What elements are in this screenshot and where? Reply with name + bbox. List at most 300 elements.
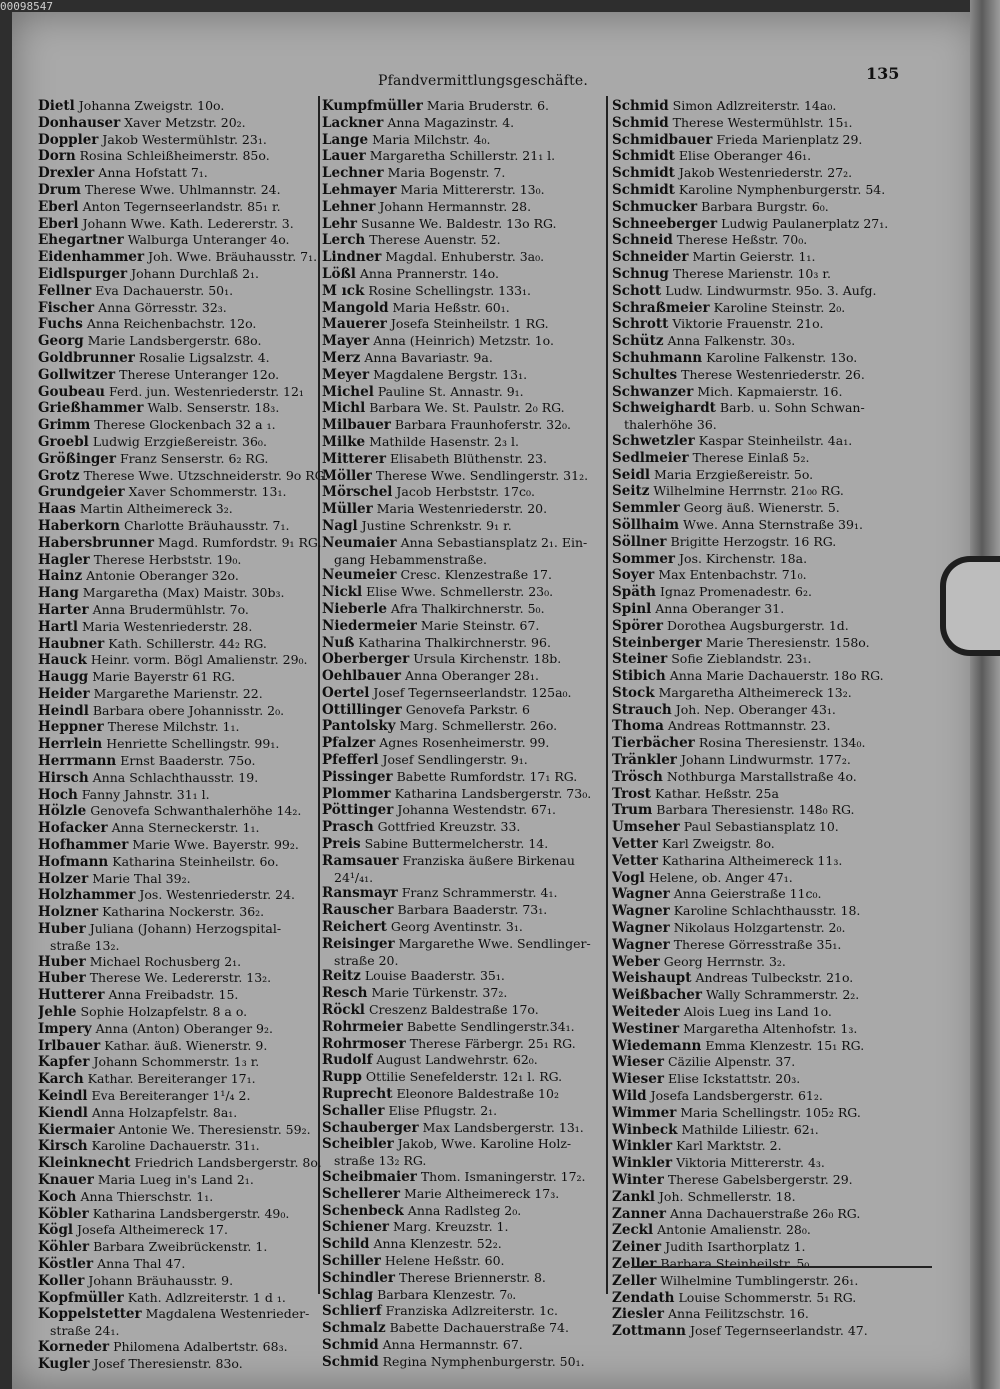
directory-entry (38, 803, 328, 820)
directory-entry (612, 786, 942, 803)
entry-surname: Neumeier (322, 567, 397, 584)
entry-details: Jacob Herbststr. 17c₀. (396, 484, 535, 500)
directory-column-3 (612, 98, 942, 1340)
entry-surname: Reitz (322, 968, 361, 985)
directory-entry (612, 1189, 942, 1206)
entry-surname: Weiteder (612, 1004, 680, 1021)
entry-details: Maria Bruderstr. 6. (426, 98, 549, 113)
entry-details: Kaspar Steinheilstr. 4a₁. (698, 432, 853, 448)
entry-surname: Dorn (38, 148, 76, 165)
directory-entry (322, 1320, 610, 1337)
entry-details: Barbara Baaderstr. 73₁. (397, 902, 548, 918)
entry-surname: Vetter (612, 852, 658, 869)
directory-entry (38, 165, 328, 182)
entry-surname: Mayer (322, 333, 370, 350)
entry-details: Louise Baaderstr. 35₁. (364, 968, 505, 984)
entry-details: Afra Thalkirchnerstr. 5₀. (390, 600, 545, 616)
entry-details: Barb. u. Sohn Schwan- (719, 400, 865, 416)
entry-surname: Keindl (38, 1088, 88, 1105)
entry-details: Genovefa Parkstr. 6 (405, 701, 530, 717)
entry-surname: Schellerer (322, 1185, 401, 1202)
directory-entry (612, 651, 942, 668)
directory-entry (322, 735, 610, 752)
entry-details: Karoline Steinstr. 2₀. (713, 299, 846, 315)
entry-details: Barbara Fraunhoferstr. 32₀. (394, 417, 572, 433)
entry-details: Mich. Kapmaierstr. 16. (697, 383, 843, 399)
entry-surname: Köhler (38, 1239, 90, 1256)
directory-entry (38, 1054, 328, 1071)
directory-entry (322, 518, 610, 535)
entry-details: Simon Adlzreiterstr. 14a₀. (672, 98, 837, 113)
entry-details: Mathilde Liliestr. 62₁. (681, 1121, 819, 1137)
entry-surname: Wagner (612, 936, 670, 953)
directory-entry (322, 919, 610, 936)
directory-entry (612, 1138, 942, 1155)
entry-details: Anna Reichenbachstr. 12o. (86, 316, 257, 332)
entry-surname: Fellner (38, 282, 92, 299)
entry-details: Sabine Buttermelcherstr. 14. (364, 836, 549, 852)
entry-details: Frieda Marienplatz 29. (716, 131, 863, 147)
entry-surname: Hagler (38, 551, 90, 568)
entry-surname: Müller (322, 501, 373, 518)
entry-surname: Merz (322, 349, 361, 366)
entry-details: Brigitte Herzogstr. 16 RG. (670, 533, 837, 549)
entry-surname: Schmid (612, 114, 669, 131)
entry-details: Franziska äußere Birkenau (402, 852, 575, 868)
entry-surname: Holzner (38, 904, 99, 921)
entry-details: Andreas Rottmannstr. 23. (667, 718, 831, 734)
book-edge (970, 0, 1000, 1389)
entry-details: Josefa Altheimereck 17. (77, 1222, 228, 1238)
entry-surname: Schmid (322, 1336, 379, 1353)
entry-surname: Sedlmeier (612, 449, 689, 466)
entry-surname: Steinberger (612, 634, 702, 651)
entry-surname: Thoma (612, 718, 664, 735)
entry-details: Anna Geierstraße 11c₀. (673, 886, 822, 902)
directory-entry (322, 1136, 610, 1153)
entry-surname: Haugg (38, 669, 89, 686)
directory-entry (38, 148, 328, 165)
directory-entry (612, 1155, 942, 1172)
directory-entry (322, 1270, 610, 1287)
entry-surname: Lackner (322, 114, 384, 131)
entry-surname: Kögl (38, 1222, 74, 1239)
entry-surname: Holzhammer (38, 887, 136, 904)
directory-entry (322, 434, 610, 451)
entry-surname: Michl (322, 400, 366, 417)
directory-entry (322, 668, 610, 685)
entry-surname: Pissinger (322, 768, 393, 785)
entry-details: Jakob Westenriederstr. 27₂. (678, 165, 853, 181)
entry-details: Anton Tegernseerlandstr. 85₁ r. (82, 198, 281, 214)
entry-surname: Späth (612, 584, 656, 601)
entry-surname: Hofhammer (38, 837, 129, 854)
entry-surname: Jehle (38, 1004, 77, 1021)
entry-surname: Rauscher (322, 902, 394, 919)
entry-surname: Ramsauer (322, 852, 399, 869)
entry-surname: Lehner (322, 198, 376, 215)
entry-surname: Schmidt (612, 148, 675, 165)
entry-details: Therese Auenstr. 52. (369, 232, 501, 248)
entry-surname: Irlbauer (38, 1037, 101, 1054)
entry-details: Margarethe Wwe. Sendlinger- (398, 935, 591, 951)
entry-surname: Hutterer (38, 987, 105, 1004)
directory-entry (38, 954, 328, 971)
entry-surname: Grimm (38, 417, 91, 434)
directory-entry (612, 1105, 942, 1122)
entry-details: Maria Milchstr. 4₀. (372, 131, 491, 147)
directory-entry (38, 904, 328, 921)
directory-entry (322, 451, 610, 468)
directory-entry (38, 249, 328, 266)
directory-entry (612, 132, 942, 149)
directory-entry (38, 837, 328, 854)
entry-details: Josefa Landsbergerstr. 61₂. (650, 1088, 823, 1104)
entry-surname: Wieser (612, 1054, 664, 1071)
entry-surname: Hainz (38, 568, 83, 585)
entry-surname: Prasch (322, 819, 374, 836)
directory-entry (38, 1206, 328, 1223)
entry-details: Anna Bavariastr. 9a. (364, 349, 493, 365)
entry-surname: Pfalzer (322, 735, 376, 752)
entry-surname: Stibich (612, 668, 666, 685)
directory-entry (322, 535, 610, 552)
directory-entry (38, 820, 328, 837)
directory-entry (322, 350, 610, 367)
entry-surname: Schnug (612, 265, 669, 282)
entry-details: Maria Heßstr. 60₁. (392, 299, 510, 315)
entry-details: 24¹/₄₁. (334, 869, 374, 885)
directory-entry (322, 400, 610, 417)
entry-details: Katharina Thalkirchnerstr. 96. (358, 634, 551, 650)
entry-details: Kathar. Bereiteranger 17₁. (87, 1071, 256, 1087)
entry-details: straße 13₂. (50, 937, 120, 953)
entry-details: Barbara Burgstr. 6₀. (701, 198, 829, 214)
entry-details: Maria Lueg in's Land 2₁. (97, 1172, 254, 1187)
entry-details: Cresc. Klenzestraße 17. (400, 567, 552, 583)
entry-surname: Trost (612, 785, 652, 802)
entry-details: Magdalena Westenrieder- (145, 1306, 310, 1322)
directory-entry (322, 1219, 610, 1236)
entry-surname: Goubeau (38, 383, 105, 400)
directory-entry (322, 484, 610, 501)
entry-details: Helene, ob. Anger 47₁. (648, 869, 793, 885)
entry-surname: Zeller (612, 1255, 657, 1272)
directory-entry (38, 484, 328, 501)
directory-entry (38, 887, 328, 904)
entry-surname: Vetter (612, 836, 658, 853)
directory-entry-continuation (322, 1153, 610, 1169)
entry-details: Karl Marktstr. 2. (676, 1138, 782, 1154)
entry-surname: Fischer (38, 299, 95, 316)
entry-surname: Schneid (612, 232, 673, 249)
directory-entry (612, 618, 942, 635)
entry-details: Marie Altheimereck 17₃. (404, 1185, 560, 1201)
entry-details: Wilhelmine Herrnstr. 21₀₀ RG. (653, 483, 844, 499)
entry-surname: Ziesler (612, 1306, 665, 1323)
entry-surname: Ruprecht (322, 1086, 393, 1103)
entry-surname: Zanner (612, 1205, 666, 1222)
entry-details: Viktorie Frauenstr. 21o. (672, 316, 824, 332)
entry-details: Therese Heßstr. 70₀. (676, 232, 808, 248)
entry-details: Josef Theresienstr. 83o. (93, 1355, 243, 1371)
directory-entry (38, 1155, 328, 1172)
directory-entry (612, 802, 942, 819)
directory-entry (322, 266, 610, 283)
entry-surname: Ehegartner (38, 232, 124, 249)
entry-details: Anna Freibadstr. 15. (108, 987, 239, 1003)
entry-details: Therese Westenriederstr. 26. (681, 366, 865, 382)
entry-details: Kath. Adlzreiterstr. 1 d ₁. (127, 1289, 286, 1305)
directory-entry (322, 216, 610, 233)
entry-details: Katharina Nockerstr. 36₂. (102, 904, 265, 920)
directory-entry (322, 1186, 610, 1203)
directory-entry (38, 367, 328, 384)
entry-surname: Herrmann (38, 753, 117, 770)
entry-details: Philomena Adalbertstr. 68₃. (113, 1338, 288, 1354)
entry-surname: Gollwitzer (38, 366, 116, 383)
entry-details: Anna (Heinrich) Metzstr. 1o. (373, 333, 554, 349)
directory-entry (612, 283, 942, 300)
entry-details: Karoline Schlachthausstr. 18. (673, 903, 861, 919)
entry-details: Wally Schrammerstr. 2₂. (705, 987, 860, 1003)
directory-entry (322, 968, 610, 985)
entry-details: Maria Schellingstr. 105₂ RG. (680, 1104, 861, 1120)
entry-details: Max Entenbachstr. 71₀. (658, 567, 807, 583)
entry-details: Rosina Schleißheimerstr. 85o. (79, 148, 270, 164)
entry-details: Marie Türkenstr. 37₂. (371, 985, 508, 1001)
directory-entry (322, 1203, 610, 1220)
entry-surname: Ottillinger (322, 701, 402, 718)
directory-entry (38, 686, 328, 703)
entry-details: Katharina Steinheilstr. 6o. (112, 853, 279, 869)
entry-surname: Schindler (322, 1269, 395, 1286)
entry-details: Josefa Steinheilstr. 1 RG. (390, 316, 549, 332)
entry-details: Karl Zweigstr. 8o. (662, 836, 775, 852)
directory-entry (612, 954, 942, 971)
entry-details: Joh. Nep. Oberanger 43₁. (675, 701, 836, 717)
entry-details: Alois Lueg ins Land 1o. (683, 1004, 832, 1020)
directory-entry (612, 920, 942, 937)
entry-surname: Koch (38, 1188, 77, 1205)
entry-details: Karoline Falkenstr. 13o. (706, 349, 858, 365)
entry-details: Rosalie Ligsalzstr. 4. (138, 349, 270, 365)
entry-surname: Dietl (38, 98, 75, 114)
directory-entry (38, 434, 328, 451)
directory-entry (612, 1323, 942, 1340)
entry-details: Barbara obere Johannisstr. 2₀. (92, 702, 285, 718)
entry-details: gang Hebammenstraße. (334, 551, 487, 567)
entry-details: Henriette Schellingstr. 99₁. (106, 736, 280, 752)
entry-details: Maria Westenriederstr. 20. (376, 501, 548, 517)
entry-surname: Nieberle (322, 600, 387, 617)
directory-entry (322, 148, 610, 165)
directory-entry (612, 970, 942, 987)
directory-entry (322, 249, 610, 266)
entry-surname: Schrott (612, 316, 669, 333)
entry-surname: Hölzle (38, 803, 87, 820)
entry-details: Cäzilie Alpenstr. 37. (667, 1054, 796, 1070)
entry-details: Jos. Kirchenstr. 18a. (679, 550, 808, 566)
directory-entry (322, 1052, 610, 1069)
entry-details: Xaver Schommerstr. 13₁. (128, 484, 287, 500)
entry-surname: Zendath (612, 1289, 675, 1306)
directory-entry (38, 652, 328, 669)
directory-entry (38, 871, 328, 888)
entry-surname: Schuhmann (612, 349, 703, 366)
directory-entry-continuation (322, 870, 610, 886)
directory-entry (38, 535, 328, 552)
entry-surname: Umseher (612, 819, 680, 836)
entry-surname: Seitz (612, 483, 650, 500)
entry-details: Ignaz Promenadestr. 6₂. (660, 584, 812, 600)
entry-surname: Milbauer (322, 417, 391, 434)
directory-entry (612, 350, 942, 367)
entry-details: Anna Magazinstr. 4. (387, 114, 515, 130)
directory-entry (38, 216, 328, 233)
entry-surname: Möller (322, 467, 372, 484)
entry-details: Therese Görresstraße 35₁. (673, 936, 842, 952)
entry-surname: Wiedemann (612, 1037, 702, 1054)
entry-details: Barbara Zweibrückenstr. 1. (93, 1239, 268, 1255)
directory-entry (322, 367, 610, 384)
entry-details: Marg. Schmellerstr. 26o. (399, 718, 558, 734)
entry-details: Anna Klenzestr. 52₂. (373, 1236, 502, 1252)
entry-surname: Lerch (322, 232, 366, 249)
directory-entry (38, 854, 328, 871)
directory-column-1 (38, 98, 328, 1373)
directory-entry (322, 618, 610, 635)
entry-surname: Scheibmaier (322, 1169, 417, 1185)
directory-entry (38, 921, 328, 938)
directory-entry (612, 1256, 942, 1273)
directory-entry (38, 333, 328, 350)
entry-details: Georg Herrnstr. 3₂. (663, 953, 786, 969)
directory-entry (38, 350, 328, 367)
directory-entry (322, 1354, 610, 1371)
directory-entry (612, 886, 942, 903)
entry-surname: Köbler (38, 1205, 89, 1222)
entry-surname: Schlag (322, 1286, 374, 1303)
entry-details: Regina Nymphenburgerstr. 50₁. (382, 1353, 585, 1369)
entry-details: Mathilde Hasenstr. 2₃ l. (369, 433, 519, 449)
entry-details: Barbara Steinheilstr. 5₀. (660, 1255, 814, 1271)
entry-surname: Oberberger (322, 651, 410, 668)
entry-surname: Wimmer (612, 1104, 677, 1121)
entry-surname: Lindner (322, 249, 382, 266)
entry-details: Therese We. Ledererstr. 13₂. (89, 970, 272, 986)
entry-details: Therese Wwe. Sendlingerstr. 31₂. (375, 467, 589, 483)
entry-details: Martin Altheimereck 3₂. (79, 501, 233, 517)
entry-details: Therese Briennerstr. 8. (399, 1269, 546, 1285)
entry-details: Maria Erzgießereistr. 5o. (654, 466, 814, 482)
directory-entry (38, 1122, 328, 1139)
entry-details: Kathar. äuß. Wienerstr. 9. (104, 1037, 268, 1053)
directory-entry (38, 552, 328, 569)
directory-entry (322, 232, 610, 249)
entry-surname: Schlierf (322, 1303, 382, 1320)
entry-details: Franz Senserstr. 6₂ RG. (120, 450, 269, 466)
entry-surname: Schenbeck (322, 1202, 404, 1219)
entry-details: Ludwig Erzgießereistr. 36₀. (92, 433, 267, 449)
entry-surname: Röckl (322, 1002, 365, 1019)
entry-surname: Winter (612, 1172, 664, 1188)
entry-details: Anna Marie Dachauerstr. 18o RG. (669, 668, 884, 684)
entry-surname: Schneeberger (612, 215, 718, 232)
directory-entry (38, 316, 328, 333)
entry-surname: Seidl (612, 466, 651, 483)
entry-surname: Niedermeier (322, 617, 417, 634)
entry-details: Franziska Adlzreiterstr. 1c. (385, 1303, 559, 1319)
entry-surname: Drexler (38, 165, 95, 182)
entry-surname: Kumpfmüller (322, 98, 423, 114)
entry-surname: Soyer (612, 567, 655, 584)
entry-surname: Tränkler (612, 752, 677, 769)
directory-entry (38, 602, 328, 619)
directory-entry (38, 1306, 328, 1323)
entry-details: Heinr. vorm. Bögl Amalienstr. 29₀. (90, 652, 308, 668)
entry-surname: Huber (38, 953, 86, 970)
entry-details: Barbara Klenzestr. 7₀. (377, 1286, 517, 1302)
directory-entry (322, 182, 610, 199)
entry-details: Antonie We. Theresienstr. 59₂. (118, 1121, 311, 1137)
directory-entry (38, 1071, 328, 1088)
entry-details: Magdal. Enhuberstr. 3a₀. (385, 249, 545, 265)
directory-entry (38, 266, 328, 283)
directory-entry (322, 417, 610, 434)
entry-surname: Zeiner (612, 1239, 662, 1256)
entry-surname: Spörer (612, 617, 664, 634)
entry-surname: Grotz (38, 467, 80, 484)
entry-surname: Schmidt (612, 165, 675, 182)
entry-surname: Kiendl (38, 1104, 88, 1121)
directory-entry (322, 1036, 610, 1053)
entry-surname: Grundgeier (38, 484, 125, 501)
entry-surname: Kiermaier (38, 1121, 115, 1138)
entry-surname: Zeller (612, 1272, 657, 1289)
directory-entry (612, 1004, 942, 1021)
entry-surname: Pantolsky (322, 718, 396, 735)
entry-details: Creszenz Baldestraße 17o. (368, 1002, 539, 1018)
entry-details: Elise Wwe. Schmellerstr. 23₀. (366, 584, 554, 600)
entry-details: Elise Pflugstr. 2₁. (388, 1102, 498, 1118)
entry-details: Josef Tegernseerlandstr. 125a₀. (373, 684, 572, 700)
directory-entry (38, 1256, 328, 1273)
entry-details: Josef Tegernseerlandstr. 47. (690, 1323, 868, 1339)
directory-entry (322, 885, 610, 902)
entry-surname: Scheibler (322, 1136, 394, 1153)
entry-surname: Lößl (322, 265, 356, 282)
entry-surname: Eidenhammer (38, 249, 145, 266)
directory-entry (612, 1172, 942, 1189)
entry-surname: Winbeck (612, 1121, 678, 1138)
directory-entry (38, 753, 328, 770)
entry-details: Wwe. Anna Sternstraße 39₁. (683, 516, 863, 532)
entry-details: Barbara We. St. Paulstr. 2₀ RG. (369, 400, 565, 416)
entry-surname: Schott (612, 282, 662, 299)
entry-surname: Schmidt (612, 181, 675, 198)
directory-entry (322, 902, 610, 919)
entry-details: Magd. Rumfordstr. 9₁ RG. (157, 534, 322, 550)
entry-surname: Heider (38, 685, 90, 702)
directory-entry (38, 199, 328, 216)
entry-details: Anna Hermannstr. 67. (382, 1336, 523, 1352)
entry-surname: Kopfmüller (38, 1289, 124, 1306)
entry-details: Georg äuß. Wienerstr. 5. (683, 500, 840, 516)
entry-details: straße 13₂ RG. (334, 1153, 427, 1169)
entry-details: Johanna Westendstr. 67₁. (397, 802, 556, 818)
entry-details: Barbara Theresienstr. 148₀ RG. (656, 802, 855, 818)
